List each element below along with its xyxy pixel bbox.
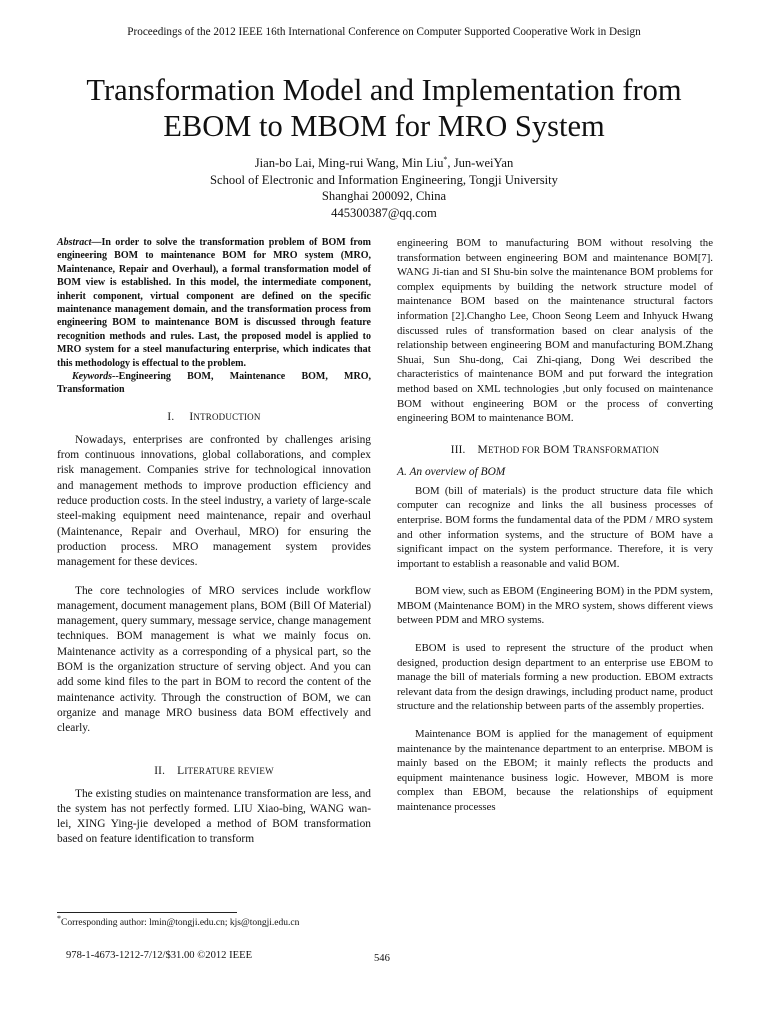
intro-paragraph-1: Nowadays, enterprises are confronted by challenges arising from continuous innovations, global collaborations, and complex risk management. Companies strive for technological innovation and management methods to improve production efficiency and reduce production costs. In the steel industry, a variety of large-scale steel-making equipment need maintenance, repair and overhaul (Maintenance, Repair and Overhaul, MRO) for ensuring the production process. MRO management system provides management for these devices. [57, 433, 371, 569]
footnote: *Corresponding author: lmin@tongji.edu.cn; kjs@tongji.edu.cn [57, 913, 300, 928]
title-line-1: Transformation Model and Implementation from [86, 73, 682, 107]
abstract: Abstract—In order to solve the transformation problem of BOM from engineering BOM to maintenance BOM for MRO system (MRO, Maintenance, Repair and Overhaul), a formal transformation model of BOM view is established. In this model, the intermediate component, inherit component, virtual component are defined on the specific maintenance management domain, and the transformation process from engineering BOM to maintenance BOM is discussed through feature recognition methods and rules. Last, the proposed model is applied to MRO system for a steel manufacturing enterprise, which indicates that this methodology is effectual to the problem. [57, 237, 371, 369]
section-heading-introduction: I. INTRODUCTION [167, 410, 261, 423]
bom-paragraph-4: Maintenance BOM is applied for the management of equipment maintenance by the maintenance department to an enterprise. MBOM is mainly based on the EBOM; it mainly reflects the products and equipment maintenance business logic. However, MBOM is more complex than EBOM, because the relationships of equipment maintenance processes [397, 728, 713, 813]
author-names: Jian-bo Lai, Ming-rui Wang, Min Liu*, Jun-weiYan [254, 154, 514, 170]
copyright-line: 978-1-4673-1212-7/12/$31.00 ©2012 IEEE [66, 950, 253, 961]
section-heading-method: III. METHOD FOR BOM TRANSFORMATION [450, 443, 660, 456]
abstract-label: Abstract [57, 237, 92, 248]
running-head: Proceedings of the 2012 IEEE 16th International Conference on Computer Supported Cooperative Work in Design [127, 26, 641, 38]
footnote-rule [57, 912, 237, 913]
bom-paragraph-1: BOM (bill of materials) is the product structure data file which computer can recognize and links the all business processes of enterprise. BOM forms the fundamental data of the PDM / MRO system and other information systems, and the structure of BOM have a significant impact on the system performance. Therefore, it is very important to establish a reasonable and valid BOM. [397, 484, 713, 570]
subsection-heading-overview: A. An overview of BOM [397, 465, 506, 478]
bom-paragraph-2: BOM view, such as EBOM (Engineering BOM) in the PDM system, MBOM (Maintenance BOM) in the MRO system, shows different views between PDM and MRO systems. [397, 585, 713, 627]
keywords-label: Keywords [72, 371, 112, 383]
literature-paragraph-1: The existing studies on maintenance transformation are less, and the system has not perfectly formed. LIU Xiao-bing, WANG wan-lei, XING Ying-jie developed a method of BOM transformation based on feature identification to transform [57, 787, 371, 846]
right-column [397, 236, 713, 815]
left-column [57, 236, 371, 848]
city: Shanghai 200092, China [321, 189, 447, 203]
intro-paragraph-2: The core technologies of MRO services include workflow management, document management plans, BOM (Bill Of Material) management, query summary, message service, change management techniques. BOM management is what we mainly focus on. Maintenance activity as a corresponding of a physical part, so the BOM is the organization structure of serving object. And you can add some kind files to the part in BOM to record the content of the maintenance activity. Through the construction of BOM, we can organize and manage MRO business data BOM effectively and clearly. [57, 584, 371, 735]
literature-continuation: engineering BOM to manufacturing BOM without resolving the transformation between engineering BOM and maintenance BOM[7]. WANG Ji-tian and SI Shu-bin solve the maintenance BOM problems for complex equipments by building the network structure model of maintenance BOM based on the maintenance structural factors information [2].Changho Lee, Choon Seong Leem and Inhyuck Hwang discussed rules of transformation based on clear analysis of the relationship between engineering BOM and manufacturing BOM.Zhang Shuai, Sun Shu-dong, Cai Zhi-qiang, Dong Wei described the characteristics of maintenance BOM and put forward the integration method based on XML technologies ,but only focused on maintenance BOM without engineering BOM or the process of converting engineering BOM to maintenance BOM. [397, 237, 713, 425]
page-number: 546 [374, 953, 390, 964]
paper-title [40, 72, 728, 144]
author-email: 445300387@qq.com [331, 205, 437, 220]
keywords-text: Engineering BOM, Maintenance BOM, MRO, Transformation [57, 371, 371, 396]
section-heading-literature-review: II. LITERATURE REVIEW [154, 764, 274, 777]
abstract-text: In order to solve the transformation problem of BOM from engineering BOM to maintenance BOM for MRO system (MRO, Maintenance, Repair and Overhaul), a formal transformation model of BOM view is established. In this model, the intermediate component, inherit component, virtual component are defined on the specific maintenance management domain, and the transformation process from engineering BOM to maintenance BOM is discussed through feature recognition methods and rules. Last, the proposed model is applied to MRO system for a steel manufacturing enterprise, which indicates that this methodology is effectual to the problem. [57, 237, 371, 369]
title-line-2: EBOM to MBOM for MRO System [163, 109, 605, 143]
keywords: Keywords--Engineering BOM, Maintenance BOM, MRO, Transformation [57, 371, 371, 396]
affiliation: School of Electronic and Information Engineering, Tongji University [210, 172, 558, 187]
author-block [100, 155, 668, 221]
bom-paragraph-3: EBOM is used to represent the structure of the product when designed, production design department to an enterprise use EBOM to manage the bill of materials forming a new production. EBOM extracts relevant data from the design drawings, including product name, product structure and the relationship between parts of the assembly properties. [397, 642, 713, 713]
corresponding-mark: * [443, 154, 448, 164]
